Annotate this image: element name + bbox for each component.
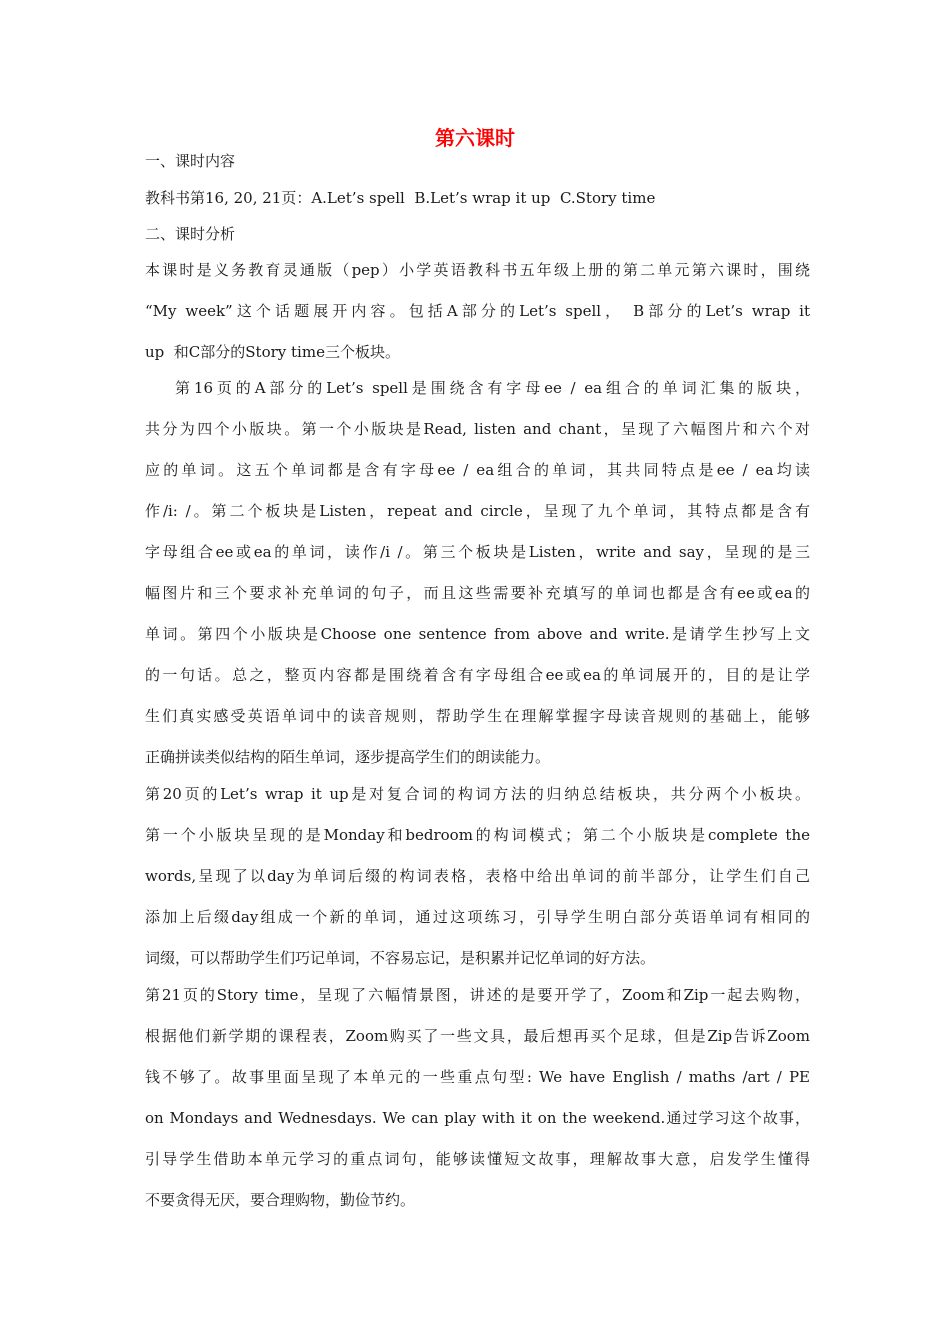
paragraph-line: 生们真实感受英语单词中的读音规则，帮助学生在理解掌握字母读音规则的基础上，能够 bbox=[145, 707, 810, 725]
paragraph-line: 第20页的Let’s wrap it up是对复合词的构词方法的归纳总结板块，共分两个小板块。 bbox=[145, 785, 810, 803]
paragraph-line: 词缀，可以帮助学生们巧记单词，不容易忘记，是积累并记忆单词的好方法。 bbox=[145, 949, 656, 967]
paragraph-line: 钱不够了。故事里面呈现了本单元的一些重点句型: We have English / maths /art / PE bbox=[145, 1068, 810, 1086]
paragraph-line: 根据他们新学期的课程表，Zoom购买了一些文具，最后想再买个足球，但是Zip告诉Zoom bbox=[145, 1027, 810, 1045]
paragraph-line: up 和C部分的Story time三个板块。 bbox=[145, 343, 400, 361]
section-heading-analysis: 二、课时分析 bbox=[145, 225, 236, 243]
paragraph-line: 应的单词。这五个单词都是含有字母ee / ea组合的单词，其共同特点是ee / ea均读 bbox=[145, 461, 810, 479]
paragraph-line: 第一个小版块呈现的是Monday和bedroom的构词模式；第二个小版块是complete the bbox=[145, 826, 810, 844]
section-content-text: 教科书第16, 20, 21页：A.Let’s spell B.Let’s wrap it up C.Story time bbox=[145, 189, 656, 207]
paragraph-line: 单词。第四个小版块是Choose one sentence from above and write.是请学生抄写上文 bbox=[145, 625, 810, 643]
paragraph-line: 本课时是义务教育灵通版（pep）小学英语教科书五年级上册的第二单元第六课时，围绕 bbox=[145, 261, 810, 279]
paragraph-line: 第16页的A部分的Let’s spell是围绕含有字母ee / ea组合的单词汇集的版块， bbox=[175, 379, 810, 397]
paragraph-line: 不要贪得无厌，要合理购物，勤俭节约。 bbox=[145, 1191, 416, 1209]
paragraph-line: 的一句话。总之，整页内容都是围绕着含有字母组合ee或ea的单词展开的，目的是让学 bbox=[145, 666, 810, 684]
paragraph-line: 字母组合ee或ea的单词，读作/i /。第三个板块是Listen，write and say，呈现的是三 bbox=[145, 543, 810, 561]
section-heading-content: 一、课时内容 bbox=[145, 152, 236, 170]
paragraph-line: 共分为四个小版块。第一个小版块是Read, listen and chant，呈现了六幅图片和六个对 bbox=[145, 420, 810, 438]
paragraph-line: 正确拼读类似结构的陌生单词，逐步提高学生们的朗读能力。 bbox=[145, 748, 551, 766]
paragraph-line: “My week”这个话题展开内容。包括A部分的Let’s spell， B部分的Let’s wrap it bbox=[145, 302, 810, 320]
page-title: 第六课时 bbox=[435, 126, 515, 150]
paragraph-line: 第21页的Story time，呈现了六幅情景图，讲述的是要开学了，Zoom和Zip一起去购物， bbox=[145, 986, 810, 1004]
paragraph-line: 作/i: /。第二个板块是Listen，repeat and circle，呈现了九个单词，其特点都是含有 bbox=[145, 502, 810, 520]
paragraph-line: 幅图片和三个要求补充单词的句子，而且这些需要补充填写的单词也都是含有ee或ea的 bbox=[145, 584, 810, 602]
paragraph-line: 添加上后缀day组成一个新的单词，通过这项练习，引导学生明白部分英语单词有相同的 bbox=[145, 908, 810, 926]
paragraph-line: words,呈现了以day为单词后缀的构词表格，表格中给出单词的前半部分，让学生们自己 bbox=[145, 867, 810, 885]
paragraph-line: 引导学生借助本单元学习的重点词句，能够读懂短文故事，理解故事大意，启发学生懂得 bbox=[145, 1150, 810, 1168]
paragraph-line: on Mondays and Wednesdays. We can play with it on the weekend.通过学习这个故事， bbox=[145, 1109, 810, 1127]
